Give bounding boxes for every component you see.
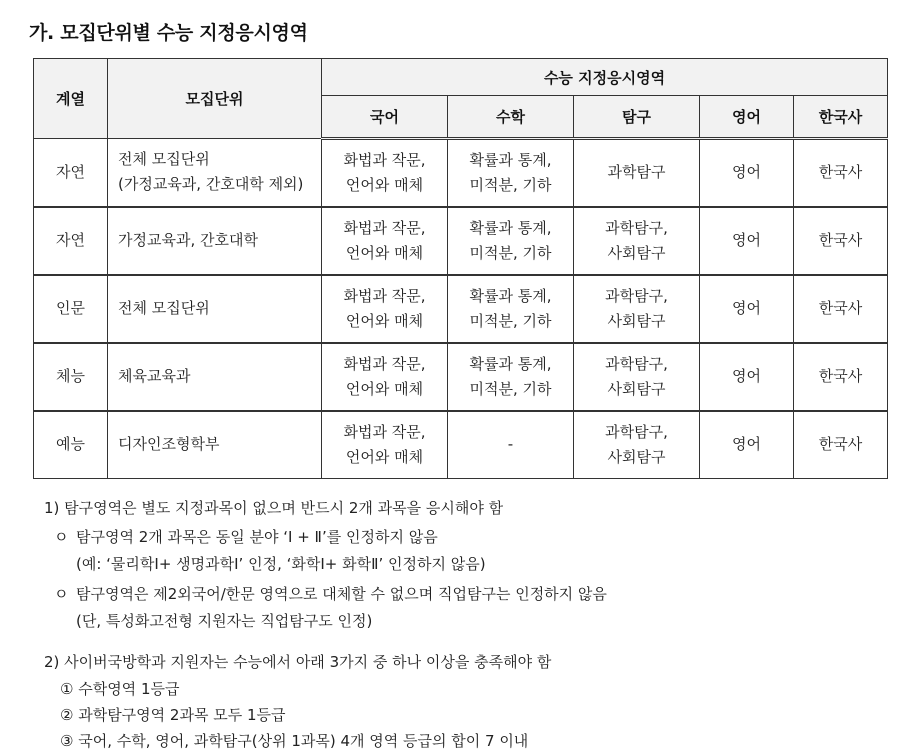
table-body bbox=[34, 139, 888, 479]
cell-inquiry bbox=[574, 275, 700, 343]
cell-math-line: 미적분, 기하 bbox=[469, 243, 552, 262]
cell-inquiry-line: 사회탐구 bbox=[607, 243, 666, 262]
cell-inquiry-line: 과학탐구 bbox=[607, 163, 666, 182]
cell-inquiry-line: 과학탐구, bbox=[605, 286, 668, 305]
cell-math-line: 미적분, 기하 bbox=[469, 311, 552, 330]
cell-unit-line: 디자인조형학부 bbox=[118, 435, 220, 454]
cell-math-line: 미적분, 기하 bbox=[469, 175, 552, 194]
note-2: 2) 사이버국방학과 지원자는 수능에서 아래 3가지 중 하나 이상을 충족해야 함 bbox=[44, 653, 552, 671]
cell-track: 체능 bbox=[34, 343, 108, 411]
cell-inquiry bbox=[574, 207, 700, 275]
table-row bbox=[34, 139, 888, 207]
note-1b-example: (단, 특성화고전형 지원자는 직업탐구도 인정) bbox=[76, 612, 373, 630]
cell-math-line: 확률과 통계, bbox=[469, 354, 552, 373]
header-unit: 모집단위 bbox=[108, 59, 322, 139]
cell-unit bbox=[108, 275, 322, 343]
note-2-item: ① 수학영역 1등급 bbox=[60, 680, 180, 698]
cell-korean bbox=[322, 139, 448, 207]
cell-unit bbox=[108, 139, 322, 207]
cell-inquiry bbox=[574, 139, 700, 207]
header-designated-areas: 수능 지정응시영역 bbox=[322, 59, 888, 96]
header-korean: 국어 bbox=[322, 96, 448, 139]
header-math: 수학 bbox=[448, 96, 574, 139]
header-korean-history: 한국사 bbox=[794, 96, 888, 139]
cell-math bbox=[448, 207, 574, 275]
note-2-item: ② 과학탐구영역 2과목 모두 1등급 bbox=[60, 706, 286, 724]
cell-math bbox=[448, 411, 574, 479]
cell-track: 자연 bbox=[34, 207, 108, 275]
cell-korean-line: 화법과 작문, bbox=[343, 150, 426, 169]
cell-korean bbox=[322, 207, 448, 275]
cell-korean-line: 언어와 매체 bbox=[345, 447, 424, 466]
cell-korean-line: 언어와 매체 bbox=[345, 311, 424, 330]
table-row bbox=[34, 411, 888, 479]
cell-korean-line: 화법과 작문, bbox=[343, 218, 426, 237]
cell-inquiry-line: 사회탐구 bbox=[607, 311, 666, 330]
cell-math bbox=[448, 343, 574, 411]
header-english: 영어 bbox=[700, 96, 794, 139]
cell-unit-line: 전체 모집단위 bbox=[118, 299, 210, 317]
cell-math-line: - bbox=[507, 435, 514, 454]
cell-unit-line: 체육교육과 bbox=[118, 367, 191, 385]
header-inquiry: 탐구 bbox=[574, 96, 700, 139]
cell-korean-history: 한국사 bbox=[794, 343, 888, 411]
cell-korean-history: 한국사 bbox=[794, 207, 888, 275]
cell-inquiry-line: 사회탐구 bbox=[607, 447, 666, 466]
note-1a-example: (예: ‘물리학Ⅰ+ 생명과학Ⅰ’ 인정, ‘화학Ⅰ+ 화학Ⅱ’ 인정하지 않음) bbox=[76, 555, 486, 573]
cell-korean-line: 언어와 매체 bbox=[345, 379, 424, 398]
cell-math bbox=[448, 275, 574, 343]
cell-english: 영어 bbox=[700, 343, 794, 411]
note-1: 1) 탐구영역은 별도 지정과목이 없으며 반드시 2개 과목을 응시해야 함 bbox=[44, 499, 504, 517]
note-2-item: ③ 국어, 수학, 영어, 과학탐구(상위 1과목) 4개 영역 등급의 합이 7 이내 bbox=[60, 732, 529, 750]
cell-korean-history: 한국사 bbox=[794, 139, 888, 207]
bullet-icon: ㅇ bbox=[54, 528, 69, 546]
cell-track: 예능 bbox=[34, 411, 108, 479]
cell-korean-line: 화법과 작문, bbox=[343, 354, 426, 373]
cell-math-line: 확률과 통계, bbox=[469, 218, 552, 237]
cell-math-line: 미적분, 기하 bbox=[469, 379, 552, 398]
cell-inquiry-line: 과학탐구, bbox=[605, 354, 668, 373]
entrance-requirements-table bbox=[33, 58, 888, 479]
cell-unit bbox=[108, 343, 322, 411]
cell-unit bbox=[108, 411, 322, 479]
cell-korean-line: 화법과 작문, bbox=[343, 286, 426, 305]
cell-english: 영어 bbox=[700, 411, 794, 479]
note-1a: 탐구영역 2개 과목은 동일 분야 ‘Ⅰ + Ⅱ’를 인정하지 않음 bbox=[76, 528, 438, 546]
bullet-icon: ㅇ bbox=[54, 585, 69, 603]
cell-unit bbox=[108, 207, 322, 275]
cell-track: 인문 bbox=[34, 275, 108, 343]
cell-inquiry-line: 과학탐구, bbox=[605, 218, 668, 237]
cell-korean-history: 한국사 bbox=[794, 275, 888, 343]
cell-inquiry-line: 사회탐구 bbox=[607, 379, 666, 398]
table-row bbox=[34, 343, 888, 411]
table-row bbox=[34, 207, 888, 275]
cell-english: 영어 bbox=[700, 207, 794, 275]
cell-korean bbox=[322, 411, 448, 479]
cell-inquiry-line: 과학탐구, bbox=[605, 422, 668, 441]
cell-korean bbox=[322, 343, 448, 411]
cell-korean-line: 언어와 매체 bbox=[345, 243, 424, 262]
cell-unit-line: (가정교육과, 간호대학 제외) bbox=[118, 175, 304, 194]
cell-math-line: 확률과 통계, bbox=[469, 286, 552, 305]
cell-korean-line: 화법과 작문, bbox=[343, 422, 426, 441]
cell-track: 자연 bbox=[34, 139, 108, 207]
cell-english: 영어 bbox=[700, 139, 794, 207]
cell-korean-history: 한국사 bbox=[794, 411, 888, 479]
cell-inquiry bbox=[574, 411, 700, 479]
section-title: 가. 모집단위별 수능 지정응시영역 bbox=[29, 22, 308, 44]
cell-unit-line: 가정교육과, 간호대학 bbox=[118, 231, 258, 249]
cell-korean bbox=[322, 275, 448, 343]
cell-korean-line: 언어와 매체 bbox=[345, 175, 424, 194]
table-row bbox=[34, 275, 888, 343]
cell-inquiry bbox=[574, 343, 700, 411]
cell-math bbox=[448, 139, 574, 207]
cell-math-line: 확률과 통계, bbox=[469, 150, 552, 169]
header-track: 계열 bbox=[34, 59, 108, 139]
cell-english: 영어 bbox=[700, 275, 794, 343]
note-1b: 탐구영역은 제2외국어/한문 영역으로 대체할 수 없으며 직업탐구는 인정하지 않음 bbox=[76, 585, 607, 603]
cell-unit-line: 전체 모집단위 bbox=[118, 150, 210, 169]
